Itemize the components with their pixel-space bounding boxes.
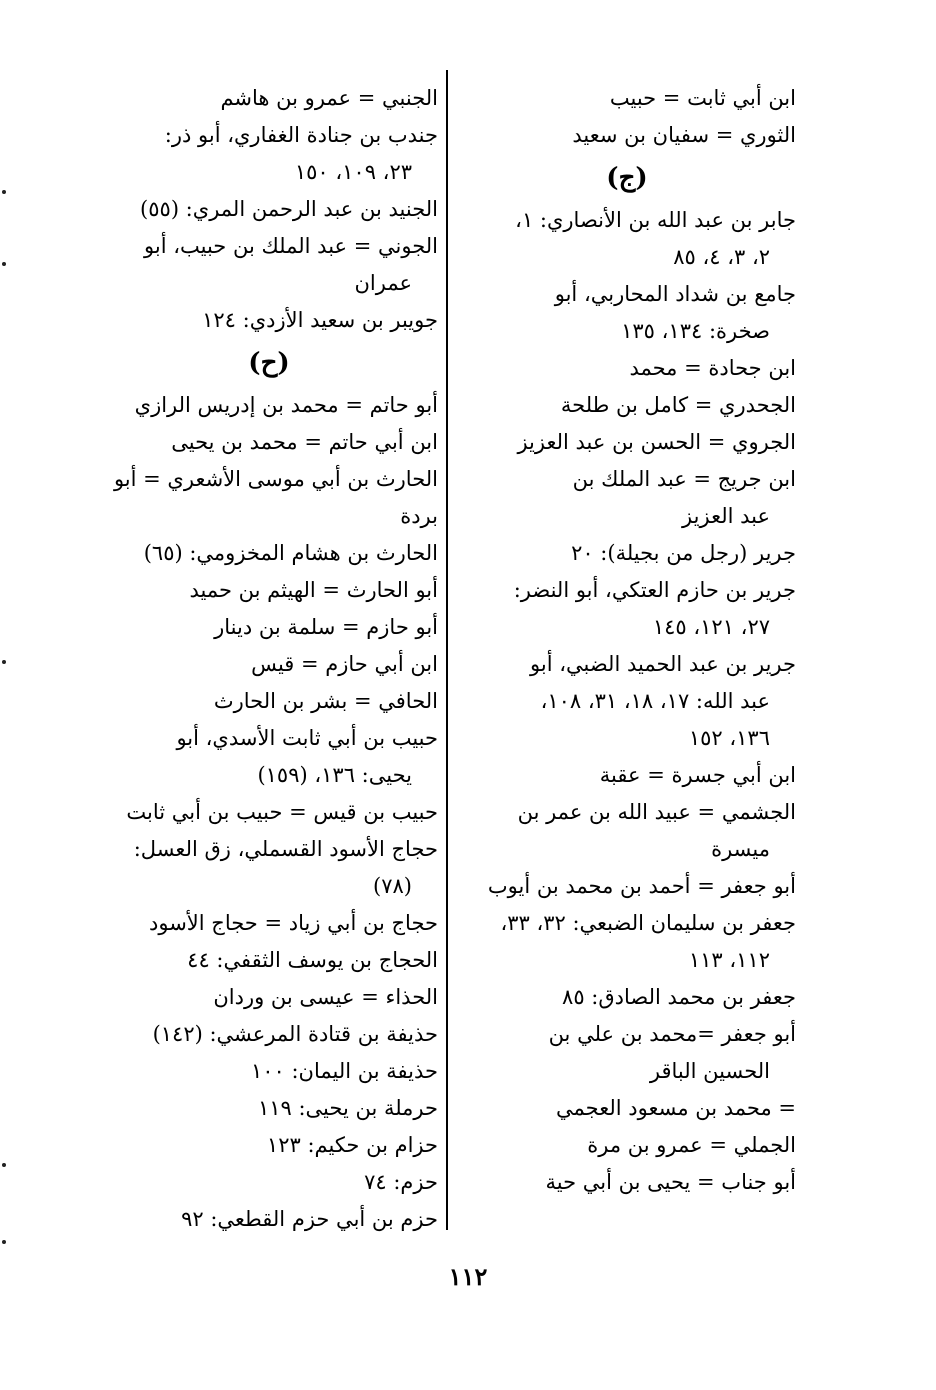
entry-line: جرير (رجل من بجيلة): ٢٠ [571,541,796,565]
entry-continuation-line: عبد العزيز [682,504,770,528]
index-entry [100,302,438,339]
entry-line: أبو الحارث = الهيثم بن حميد [189,578,438,602]
page-number: ١١٢ [448,1262,488,1291]
entry-line: الحافي = بشر بن الحارث [213,689,438,713]
index-entry [100,1127,438,1164]
index-entry [100,646,438,683]
index-column-left [100,80,438,1238]
index-entry [458,1127,796,1164]
index-entry [458,350,796,387]
index-entry [100,609,438,646]
index-entry [458,905,796,979]
entry-line: أبو حاتم = محمد بن إدريس الرازي [134,393,438,417]
entry-line: ابن أبي حاتم = محمد بن يحيى [171,430,438,454]
index-entry [100,191,438,228]
entry-line: جويبر بن سعيد الأزدي: ١٢٤ [202,308,438,332]
entry-line: ابن أبي ثابت = حبيب [609,86,796,110]
entry-line: حذيفة بن اليمان: ١٠٠ [250,1059,438,1083]
entry-line: حجاج الأسود القسملي، زق العسل: [133,837,438,861]
index-entry [458,117,796,154]
entry-continuation-line: ٢٣، ١٠٩، ١٥٠ [294,160,412,184]
entry-continuation-line: عبد الله: ١٧، ١٨، ٣١، ١٠٨، [540,689,770,713]
entry-line: حزم: ٧٤ [364,1170,438,1194]
index-entry [100,905,438,942]
index-column-right [458,80,796,1201]
entry-line: الجشمي = عبيد الله بن عمر بن [517,800,796,824]
index-entry [100,117,438,191]
index-entry [458,1164,796,1201]
index-entry [458,424,796,461]
entry-continuation-line: يحيى: ١٣٦، (١٥٩) [257,763,412,787]
entry-line: جرير بن حازم العتكي، أبو النضر: [513,578,796,602]
entry-continuation-line: صخرة: ١٣٤، ١٣٥ [621,319,770,343]
entry-line: ابن جريج = عبد الملك بن [572,467,796,491]
scan-mark [2,660,6,664]
index-entry [458,1090,796,1127]
scan-mark [2,1240,6,1244]
entry-line: = محمد بن مسعود العجمي [556,1096,796,1120]
column-divider [446,70,448,1230]
entry-continuation-line: عمران [354,271,412,295]
index-entry [100,1201,438,1238]
entry-continuation-line: ١٣٦، ١٥٢ [688,726,770,750]
entry-line: حرملة بن يحيى: ١١٩ [257,1096,438,1120]
entry-line: حبيب بن قيس = حبيب بن أبي ثابت [126,800,438,824]
scan-mark [2,190,6,194]
entry-line: جندب بن جنادة الغفاري، أبو ذر: [164,123,438,147]
index-entry [100,979,438,1016]
entry-continuation-line: الحسين الباقر [649,1059,770,1083]
entry-line: جعفر بن محمد الصادق: ٨٥ [562,985,796,1009]
entry-line: جامع بن شداد المحاربي، أبو [554,282,796,306]
entry-line: ابن أبي جسرة = عقبة [599,763,796,787]
entry-continuation-line: ١١٢، ١١٣ [688,948,770,972]
entry-line: جرير بن عبد الحميد الضبي، أبو [530,652,796,676]
index-entry [458,1016,796,1090]
index-entry [458,387,796,424]
entry-continuation-line: ٢٧، ١٢١، ١٤٥ [652,615,770,639]
entry-line: الجروي = الحسن بن عبد العزيز [517,430,796,454]
index-entry [100,424,438,461]
index-entry [458,794,796,868]
entry-line: الجنيد بن عبد الرحمن المري: (٥٥) [140,197,438,221]
index-entry [100,1164,438,1201]
index-entry [100,1016,438,1053]
scan-mark [2,262,6,266]
index-entry [458,757,796,794]
index-entry [458,572,796,646]
entry-line: الجملي = عمرو بن مرة [587,1133,796,1157]
entry-line: أبو جناب = يحيى بن أبي حية [545,1170,796,1194]
index-entry [100,683,438,720]
index-entry [100,461,438,535]
entry-continuation-line: ٢، ٣، ٤، ٨٥ [673,245,770,269]
entry-line: الحارث بن هشام المخزومي: (٦٥) [143,541,438,565]
entry-line: الجوني = عبد الملك بن حبيب، أبو [144,234,438,258]
entry-line: حزم بن أبي حزم القطعي: ٩٢ [181,1207,438,1231]
index-entry [458,202,796,276]
entry-line: أبو جعفر = أحمد بن محمد بن أيوب [487,874,796,898]
scan-mark [2,1163,6,1167]
entry-line: حبيب بن أبي ثابت الأسدي، أبو [176,726,438,750]
index-entry [100,228,438,302]
entry-line: الحارث بن أبي موسى الأشعري = أبو بردة [113,467,438,528]
entry-continuation-line: ميسرة [711,837,770,861]
index-entry [100,572,438,609]
index-entry [458,276,796,350]
index-entry [100,387,438,424]
section-letter-heading: (ج) [606,163,648,193]
entry-line: جابر بن عبد الله بن الأنصاري: ١، [515,208,796,232]
index-entry [100,794,438,831]
entry-line: ابن أبي حازم = قيس [251,652,438,676]
entry-line: حجاج بن أبي زياد = حجاج الأسود [149,911,438,935]
entry-line: الثوري = سفيان بن سعيد [572,123,796,147]
index-entry [100,535,438,572]
index-entry [458,535,796,572]
entry-line: الحذاء = عيسى بن وردان [213,985,438,1009]
index-entry [458,646,796,757]
entry-line: الجحدري = كامل بن طلحة [560,393,796,417]
entry-continuation-line: (٧٨) [373,874,412,898]
index-entry [458,80,796,117]
section-letter-heading: (ح) [248,348,290,378]
index-entry [100,831,438,905]
entry-line: جعفر بن سليمان الضبعي: ٣٢، ٣٣، [500,911,796,935]
entry-line: الحجاج بن يوسف الثقفي: ٤٤ [187,948,438,972]
index-entry [100,1090,438,1127]
entry-line: الجنبي = عمرو بن هاشم [220,86,438,110]
index-entry [100,942,438,979]
entry-line: حذيفة بن قتادة المرعشي: (١٤٢) [152,1022,438,1046]
index-entry [458,979,796,1016]
index-entry [100,1053,438,1090]
index-entry [458,868,796,905]
index-entry [100,720,438,794]
entry-line: أبو حازم = سلمة بن دينار [214,615,438,639]
entry-line: ابن جحادة = محمد [629,356,796,380]
index-entry [458,461,796,535]
index-entry [100,80,438,117]
entry-line: حزام بن حكيم: ١٢٣ [266,1133,438,1157]
entry-line: أبو جعفر =محمد بن علي بن [548,1022,796,1046]
